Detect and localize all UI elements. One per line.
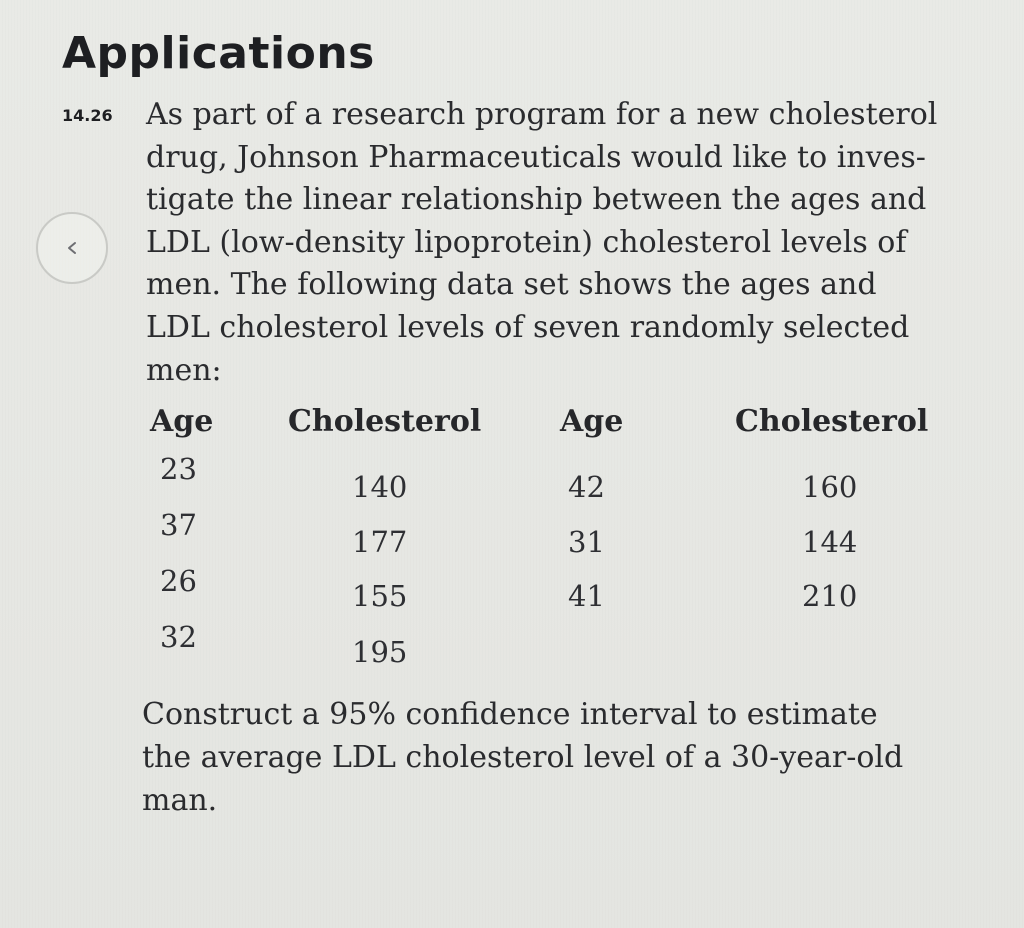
column-header-age: Age bbox=[150, 404, 214, 439]
column-header-cholesterol: Cholesterol bbox=[735, 404, 929, 439]
question-line: man. bbox=[142, 783, 218, 818]
data-table bbox=[146, 404, 946, 684]
table-cell-age: 42 bbox=[568, 470, 605, 504]
problem-question bbox=[142, 693, 982, 822]
problem-statement bbox=[146, 94, 976, 392]
column-header-age: Age bbox=[560, 404, 624, 439]
table-cell-age: 26 bbox=[160, 564, 197, 598]
table-cell-age: 32 bbox=[160, 620, 197, 654]
problem-line: men. The following data set shows the ages and bbox=[146, 267, 877, 303]
table-cell-age: 31 bbox=[568, 525, 605, 559]
table-cell-cholesterol: 155 bbox=[352, 579, 408, 613]
table-cell-cholesterol: 160 bbox=[802, 470, 858, 504]
section-heading: Applications bbox=[62, 28, 375, 79]
table-cell-age: 41 bbox=[568, 579, 605, 613]
table-cell-age: 37 bbox=[160, 508, 197, 542]
table-cell-cholesterol: 144 bbox=[802, 525, 858, 559]
chevron-left-icon bbox=[65, 240, 79, 256]
table-cell-cholesterol: 210 bbox=[802, 579, 858, 613]
column-header-cholesterol: Cholesterol bbox=[288, 404, 482, 439]
problem-line: LDL cholesterol levels of seven randomly selected bbox=[146, 309, 910, 345]
problem-line: tigate the linear relationship between the ages and bbox=[146, 182, 927, 218]
problem-line: As part of a research program for a new cholesterol bbox=[146, 97, 938, 132]
problem-line: men: bbox=[146, 352, 222, 388]
table-cell-cholesterol: 195 bbox=[352, 635, 408, 669]
problem-line: LDL (low-density lipoprotein) cholesterol levels of bbox=[146, 224, 907, 260]
question-line: the average LDL cholesterol level of a 30-year-old bbox=[142, 740, 904, 775]
exercise-number: 14.26 bbox=[62, 106, 113, 125]
table-cell-cholesterol: 140 bbox=[352, 470, 408, 504]
table-cell-age: 23 bbox=[160, 452, 197, 486]
question-line: Construct a 95% confidence interval to estimate bbox=[142, 697, 878, 732]
table-cell-cholesterol: 177 bbox=[352, 525, 408, 559]
back-button[interactable] bbox=[36, 212, 108, 284]
problem-line: drug, Johnson Pharmaceuticals would like to inves- bbox=[146, 139, 926, 175]
